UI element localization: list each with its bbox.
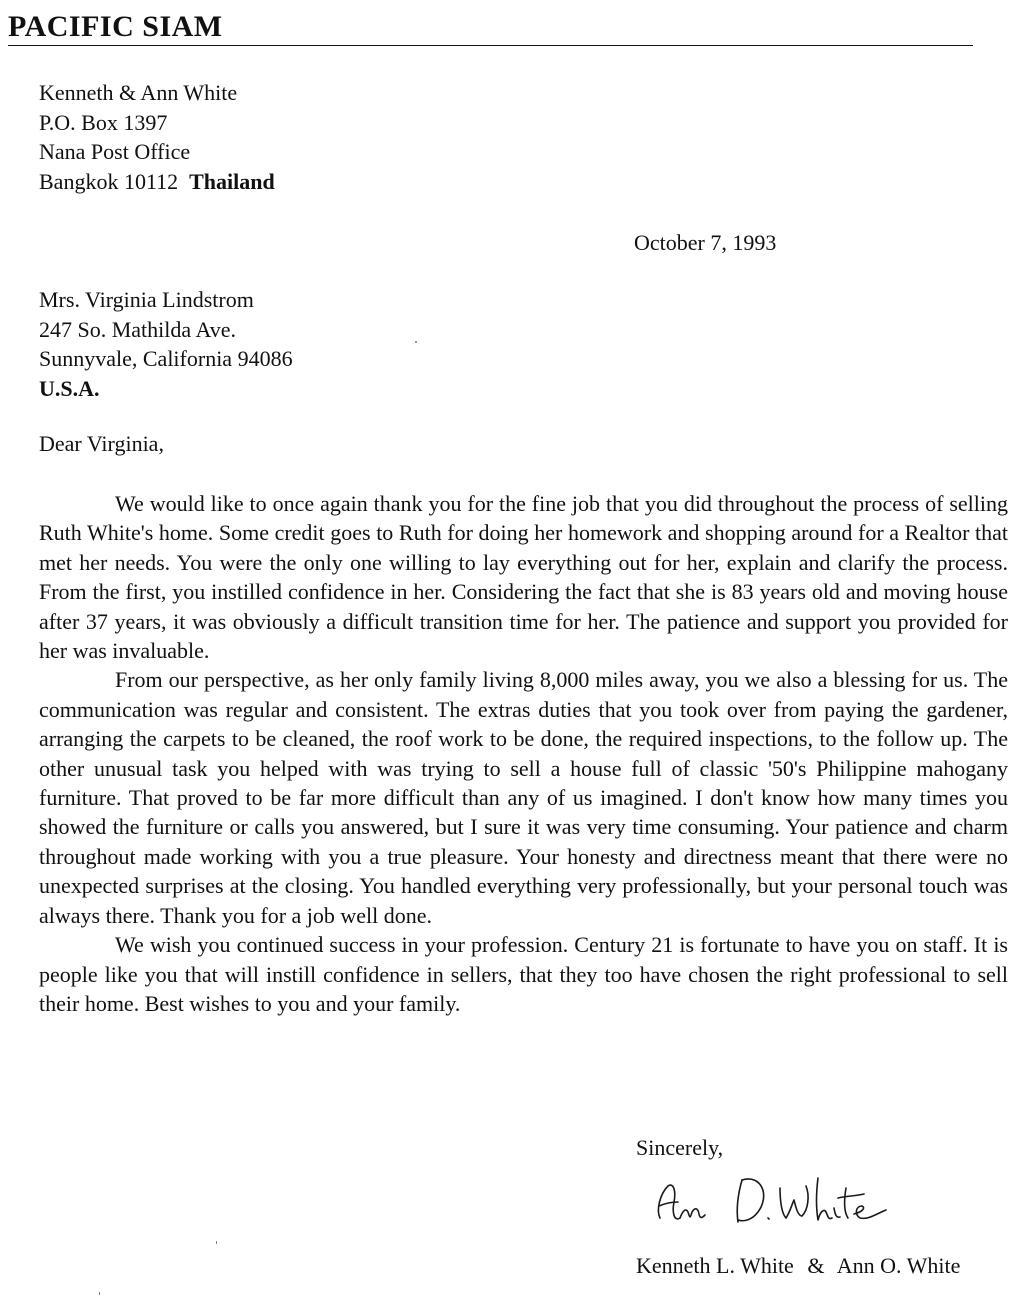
recipient-address bbox=[39, 285, 293, 403]
sender-address bbox=[39, 78, 275, 196]
recipient-name: Mrs. Virginia Lindstrom bbox=[39, 287, 254, 312]
sender-post-office: Nana Post Office bbox=[39, 139, 191, 164]
letterhead-rule bbox=[8, 45, 973, 46]
scan-speck bbox=[415, 341, 417, 343]
letterhead-title: PACIFIC SIAM bbox=[8, 10, 223, 43]
body-paragraph-3: We wish you continued success in your profession. Century 21 is fortunate to have you on staff. It is people like you that will instill confidence in sellers, that they too have chosen the right professional to sell their home. Best wishes to you and your family. bbox=[39, 932, 1008, 1016]
signer-names bbox=[636, 1251, 960, 1280]
body-paragraph-2: From our perspective, as her only family living 8,000 miles away, you we also a blessing for us. The communication was regular and consistent. The extras duties that you took over from paying the gardener, arranging the carpets to be cleaned, the roof work to be done, the required inspections, to the follow up. The other unusual task you helped with was trying to sell a house full of classic '50's Philippine mahogany furniture. That proved to be far more difficult than any of us imagined. I don't know how many times you showed the furniture or calls you answered, but I sure it was very time consuming. Your patience and charm throughout made working with you a true pleasure. Your honesty and directness meant that there were no unexpected surprises at the closing. You handled everything very professionally, but your personal touch was always there. Thank you for a job well done. bbox=[39, 667, 1008, 928]
scan-speck bbox=[99, 1292, 100, 1295]
sender-country: Thailand bbox=[189, 168, 275, 194]
recipient-city: Sunnyvale, California 94086 bbox=[39, 346, 293, 371]
closing: Sincerely, bbox=[636, 1135, 724, 1160]
letter-date: October 7, 1993 bbox=[634, 230, 777, 255]
recipient-country: U.S.A. bbox=[39, 375, 100, 401]
signer-ampersand: & bbox=[807, 1253, 825, 1278]
handwritten-signature bbox=[650, 1166, 900, 1236]
recipient-street: 247 So. Mathilda Ave. bbox=[39, 316, 236, 342]
sender-po-box: P.O. Box 1397 bbox=[39, 109, 168, 135]
sender-names: Kenneth & Ann White bbox=[39, 80, 238, 105]
scan-speck bbox=[216, 1241, 217, 1244]
sender-city: Bangkok 10112 bbox=[39, 168, 179, 194]
letter-body bbox=[39, 489, 1008, 1018]
salutation: Dear Virginia, bbox=[39, 431, 164, 456]
signer-kenneth: Kenneth L. White bbox=[636, 1253, 794, 1278]
sender-city-line bbox=[39, 167, 275, 197]
signer-ann: Ann O. White bbox=[836, 1253, 961, 1278]
body-paragraph-1: We would like to once again thank you for the fine job that you did throughout the process of selling Ruth White's home. Some credit goes to Ruth for doing her homework and shopping around for a Realtor that met her needs. You were the only one willing to lay everything out for her, explain and clarify the process. From the first, you instilled confidence in her. Considering the fact that she is 83 years old and moving house after 37 years, it was obviously a difficult transition time for her. The patience and support you provided for her was invaluable. bbox=[39, 491, 1008, 664]
